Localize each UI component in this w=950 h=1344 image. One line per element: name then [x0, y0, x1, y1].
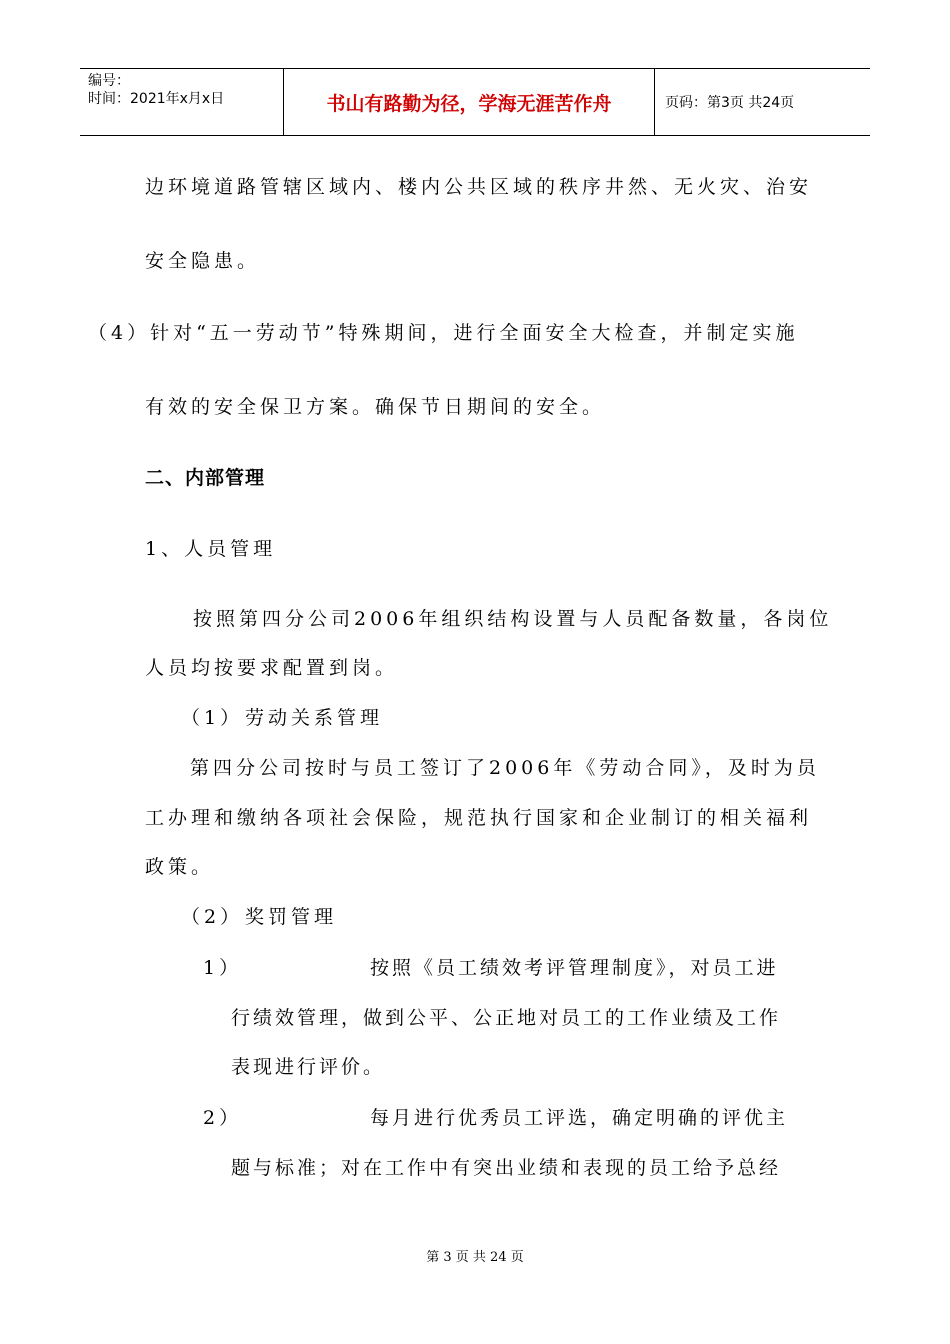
section-heading: 二、内部管理	[145, 467, 266, 489]
sub-item-label: 2）	[203, 1107, 243, 1129]
sub-item-line: 每月进行优秀员工评选，确定明确的评优主	[370, 1107, 789, 1129]
item-title: 奖罚管理	[245, 906, 338, 928]
item-label: （1）	[181, 707, 244, 729]
paragraph-line: 人员均按要求配置到岗。	[145, 657, 399, 679]
paragraph-line: 工办理和缴纳各项社会保险，规范执行国家和企业制订的相关福利	[145, 807, 813, 829]
body-line: （4）针对“五一劳动节”特殊期间，进行全面安全大检查，并制定实施	[88, 322, 799, 344]
page-footer: 第 3 页 共 24 页	[426, 1250, 524, 1265]
header-meta	[80, 69, 283, 135]
header-number: 编号：	[88, 73, 130, 89]
body-line: 边环境道路管辖区域内、楼内公共区域的秩序井然、无火灾、治安	[145, 176, 813, 198]
sub-item-line: 表现进行评价。	[231, 1056, 386, 1078]
sub-item-label: 1）	[203, 957, 243, 979]
paragraph-line: 政策。	[145, 856, 215, 878]
header-time: 时间：2021年x月x日	[88, 91, 225, 107]
subsection-heading: 1、人员管理	[145, 538, 277, 560]
item-label: （2）	[181, 906, 244, 928]
sub-item-line: 按照《员工绩效考评管理制度》，对员工进	[370, 957, 779, 979]
sub-item-line: 题与标准；对在工作中有突出业绩和表现的员工给予总经	[231, 1157, 782, 1179]
document-header	[80, 68, 870, 136]
sub-item-line: 行绩效管理，做到公平、公正地对员工的工作业绩及工作	[231, 1007, 782, 1029]
body-line: 有效的安全保卫方案。确保节日期间的安全。	[145, 396, 606, 418]
paragraph-line: 第四分公司按时与员工签订了2006年《劳动合同》，及时为员	[190, 757, 820, 779]
header-page-info: 页码：第3页 共24页	[665, 95, 795, 111]
header-motto: 书山有路勤为径，学海无涯苦作舟	[283, 69, 655, 135]
item-title: 劳动关系管理	[245, 707, 384, 729]
body-line: 安全隐患。	[145, 250, 261, 272]
paragraph-line: 按照第四分公司2006年组织结构设置与人员配备数量，各岗位	[193, 608, 833, 630]
